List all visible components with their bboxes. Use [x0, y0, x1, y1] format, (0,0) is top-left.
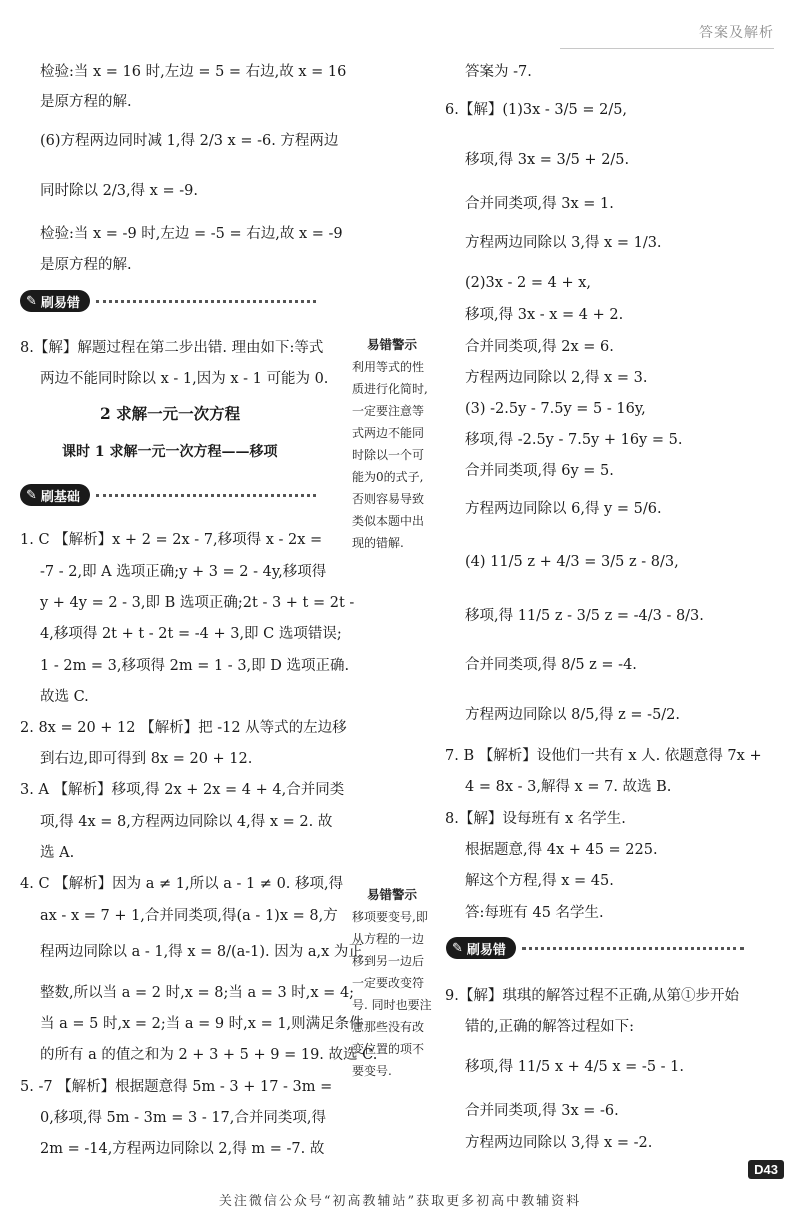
text-line: y + 4y = 2 - 3,即 B 选项正确;2t - 3 + t = 2t -	[40, 595, 355, 611]
text-line: 当 a = 5 时,x = 2;当 a = 9 时,x = 1,则满足条件	[40, 1016, 364, 1032]
text-line: 程两边同除以 a - 1,得 x = 8/(a-1). 因为 a,x 为正	[40, 944, 363, 960]
dotted-rule	[96, 300, 316, 303]
lesson-title: 课时 1 求解一元一次方程——移项	[62, 444, 278, 460]
text-line: 0,移项,得 5m - 3m = 3 - 17,合并同类项,得	[40, 1110, 326, 1126]
text-line: 整数,所以当 a = 2 时,x = 8;当 a = 3 时,x = 4;	[40, 985, 355, 1001]
text-line: (2)3x - 2 = 4 + x,	[465, 275, 592, 291]
section-title: 2 求解一元一次方程	[100, 404, 241, 423]
text-line: 9.【解】琪琪的解答过程不正确,从第①步开始	[445, 988, 739, 1004]
text-line: 5. -7 【解析】根据题意得 5m - 3 + 17 - 3m =	[20, 1079, 333, 1095]
text-line: 1. C 【解析】x + 2 = 2x - 7,移项得 x - 2x =	[20, 532, 323, 548]
pencil-icon: ✎	[452, 940, 463, 955]
text-line: 是原方程的解.	[40, 94, 132, 110]
dotted-rule	[96, 494, 316, 497]
text-line: 2. 8x = 20 + 12 【解析】把 -12 从等式的左边移	[20, 720, 347, 736]
text-line: 2m = -14,方程两边同除以 2,得 m = -7. 故	[40, 1141, 325, 1157]
side-note-1	[352, 334, 432, 554]
text-line: 合并同类项,得 6y = 5.	[465, 463, 614, 479]
badge-label: 刷基础	[40, 488, 80, 504]
text-line: 选 A.	[40, 845, 75, 861]
text-line: 移项,得 11/5 x + 4/5 x = -5 - 1.	[465, 1059, 685, 1075]
pencil-icon: ✎	[26, 293, 37, 308]
text-line: 移项,得 3x - x = 4 + 2.	[465, 307, 624, 323]
text-line: 3. A 【解析】移项,得 2x + 2x = 4 + 4,合并同类	[20, 782, 345, 798]
side-note-title: 易错警示	[366, 337, 417, 352]
text-line: 方程两边同除以 3,得 x = 1/3.	[465, 235, 662, 251]
text-line: 是原方程的解.	[40, 257, 132, 273]
text-line: 的所有 a 的值之和为 2 + 3 + 5 + 9 = 19. 故选 C.	[40, 1047, 378, 1063]
badge-label: 刷易错	[466, 941, 506, 957]
text-line: 合并同类项,得 3x = 1.	[465, 196, 614, 212]
text-line: 检验:当 x = -9 时,左边 = -5 = 右边,故 x = -9	[40, 226, 343, 242]
text-line: 方程两边同除以 2,得 x = 3.	[465, 370, 648, 386]
badge-jichu	[20, 484, 316, 506]
text-line: 7. B 【解析】设他们一共有 x 人. 依题意得 7x +	[445, 748, 762, 764]
badge-yicuo-2	[446, 937, 744, 959]
text-line: 两边不能同时除以 x - 1,因为 x - 1 可能为 0.	[40, 371, 329, 387]
text-line: 移项,得 3x = 3/5 + 2/5.	[465, 152, 630, 168]
text-line: 8.【解】解题过程在第二步出错. 理由如下:等式	[20, 340, 324, 356]
text-line: ax - x = 7 + 1,合并同类项,得(a - 1)x = 8,方	[40, 908, 338, 924]
text-line: (4) 11/5 z + 4/3 = 3/5 z - 8/3,	[465, 554, 679, 570]
text-line: 错的,正确的解答过程如下:	[465, 1019, 634, 1035]
text-line: 到右边,即可得到 8x = 20 + 12.	[40, 751, 253, 767]
text-line: 6.【解】(1)3x - 3/5 = 2/5,	[445, 102, 628, 118]
text-line: (3) -2.5y - 7.5y = 5 - 16y,	[465, 401, 646, 417]
text-line: 答案为 -7.	[465, 64, 532, 80]
pencil-icon: ✎	[26, 487, 37, 502]
text-line: -7 - 2,即 A 选项正确;y + 3 = 2 - 4y,移项得	[40, 564, 327, 580]
text-line: 方程两边同除以 8/5,得 z = -5/2.	[465, 707, 681, 723]
page-number: D43	[748, 1160, 784, 1179]
text-line: 同时除以 2/3,得 x = -9.	[40, 183, 198, 199]
text-line: 合并同类项,得 8/5 z = -4.	[465, 657, 637, 673]
text-line: 解这个方程,得 x = 45.	[465, 873, 614, 889]
text-line: 移项,得 11/5 z - 3/5 z = -4/3 - 8/3.	[465, 608, 704, 624]
text-line: 检验:当 x = 16 时,左边 = 5 = 右边,故 x = 16	[40, 64, 347, 80]
text-line: 项,得 4x = 8,方程两边同除以 4,得 x = 2. 故	[40, 814, 333, 830]
text-line: (6)方程两边同时减 1,得 2/3 x = -6. 方程两边	[40, 133, 339, 149]
side-note-text: 利用等式的性质进行化简时,一定要注意等式两边不能同时除以一个可能为0的式子,否则容易导致类似本题中出现的错解.	[352, 360, 428, 550]
text-line: 移项,得 -2.5y - 7.5y + 16y = 5.	[465, 432, 683, 448]
side-note-text: 移项要变号,即从方程的一边移到另一边后一定要改变符号. 同时也要注意那些没有改变位置的项不要变号.	[352, 910, 432, 1078]
text-line: 8.【解】设每班有 x 名学生.	[445, 811, 626, 827]
side-note-2	[352, 884, 432, 1082]
header-rule	[560, 48, 774, 49]
badge-yicuo-1	[20, 290, 316, 312]
text-line: 1 - 2m = 3,移项得 2m = 1 - 3,即 D 选项正确.	[40, 658, 350, 674]
footer-note: 关注微信公众号“初高教辅站”获取更多初高中教辅资料	[218, 1194, 582, 1209]
badge-label: 刷易错	[40, 294, 80, 310]
text-line: 4 = 8x - 3,解得 x = 7. 故选 B.	[465, 779, 672, 795]
text-line: 根据题意,得 4x + 45 = 225.	[465, 842, 658, 858]
header-title: 答案及解析	[699, 24, 774, 40]
text-line: 4. C 【解析】因为 a ≠ 1,所以 a - 1 ≠ 0. 移项,得	[20, 876, 344, 892]
text-line: 合并同类项,得 2x = 6.	[465, 339, 614, 355]
text-line: 合并同类项,得 3x = -6.	[465, 1103, 619, 1119]
text-line: 4,移项得 2t + t - 2t = -4 + 3,即 C 选项错误;	[40, 626, 342, 642]
side-note-title: 易错警示	[366, 887, 417, 902]
text-line: 故选 C.	[40, 689, 89, 705]
dotted-rule	[522, 947, 744, 950]
text-line: 答:每班有 45 名学生.	[465, 905, 604, 921]
text-line: 方程两边同除以 3,得 x = -2.	[465, 1135, 653, 1151]
text-line: 方程两边同除以 6,得 y = 5/6.	[465, 501, 662, 517]
